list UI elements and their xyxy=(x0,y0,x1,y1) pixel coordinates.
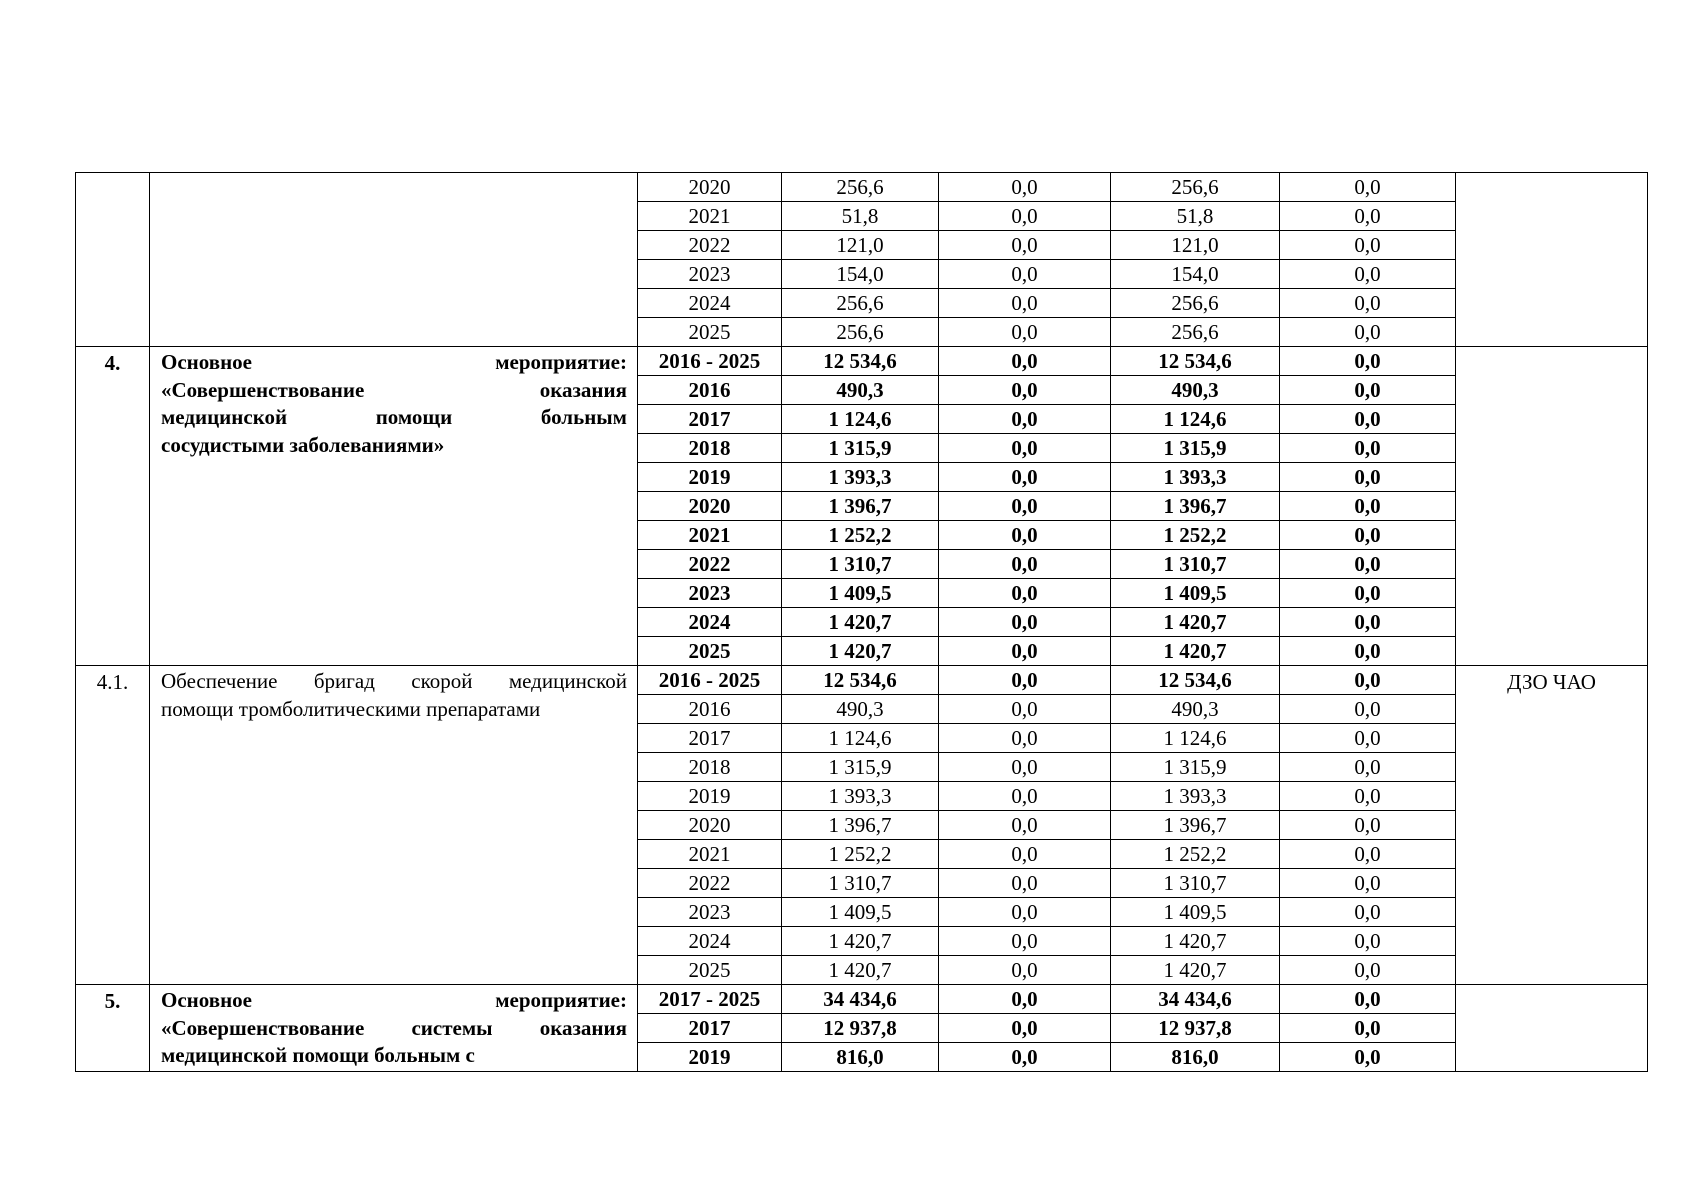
okrug-cell: 490,3 xyxy=(1111,376,1280,405)
other-cell: 0,0 xyxy=(1280,173,1456,202)
period-cell: 2022 xyxy=(638,869,782,898)
total-cell: 1 124,6 xyxy=(782,724,939,753)
total-cell: 1 393,3 xyxy=(782,463,939,492)
period-cell: 2021 xyxy=(638,840,782,869)
measure-name-line: Основное мероприятие: xyxy=(161,350,627,374)
other-cell: 0,0 xyxy=(1280,434,1456,463)
total-cell: 816,0 xyxy=(782,1043,939,1072)
okrug-cell: 1 252,2 xyxy=(1111,840,1280,869)
other-cell: 0,0 xyxy=(1280,492,1456,521)
other-cell: 0,0 xyxy=(1280,898,1456,927)
okrug-cell: 1 310,7 xyxy=(1111,869,1280,898)
okrug-cell: 490,3 xyxy=(1111,695,1280,724)
federal-cell: 0,0 xyxy=(939,347,1111,376)
period-cell: 2019 xyxy=(638,463,782,492)
other-cell: 0,0 xyxy=(1280,521,1456,550)
okrug-cell: 51,8 xyxy=(1111,202,1280,231)
okrug-cell: 256,6 xyxy=(1111,173,1280,202)
executor-cell xyxy=(1456,985,1648,1072)
total-cell: 12 534,6 xyxy=(782,347,939,376)
federal-cell: 0,0 xyxy=(939,231,1111,260)
federal-cell: 0,0 xyxy=(939,753,1111,782)
total-cell: 1 396,7 xyxy=(782,811,939,840)
measure-name-line: Обеспечение бригад скорой медицинской xyxy=(161,669,627,693)
federal-cell: 0,0 xyxy=(939,202,1111,231)
okrug-cell: 1 315,9 xyxy=(1111,753,1280,782)
federal-cell: 0,0 xyxy=(939,1014,1111,1043)
federal-cell: 0,0 xyxy=(939,637,1111,666)
total-cell: 34 434,6 xyxy=(782,985,939,1014)
period-cell: 2023 xyxy=(638,898,782,927)
measure-name-line: помощи тромболитическими препаратами xyxy=(161,696,541,721)
federal-cell: 0,0 xyxy=(939,927,1111,956)
total-cell: 1 310,7 xyxy=(782,550,939,579)
number-cell: 4. xyxy=(76,347,150,666)
total-cell: 51,8 xyxy=(782,202,939,231)
other-cell: 0,0 xyxy=(1280,869,1456,898)
period-cell: 2022 xyxy=(638,231,782,260)
other-cell: 0,0 xyxy=(1280,608,1456,637)
other-cell: 0,0 xyxy=(1280,840,1456,869)
other-cell: 0,0 xyxy=(1280,782,1456,811)
period-cell: 2024 xyxy=(638,927,782,956)
federal-cell: 0,0 xyxy=(939,840,1111,869)
measure-name-line: медицинской помощи больным с xyxy=(161,1043,475,1067)
total-cell: 1 396,7 xyxy=(782,492,939,521)
okrug-cell: 1 420,7 xyxy=(1111,637,1280,666)
federal-cell: 0,0 xyxy=(939,289,1111,318)
other-cell: 0,0 xyxy=(1280,666,1456,695)
budget-table xyxy=(75,172,1648,1072)
federal-cell: 0,0 xyxy=(939,811,1111,840)
measure-name-line: «Совершенствование системы оказания xyxy=(161,1015,627,1040)
total-cell: 256,6 xyxy=(782,318,939,347)
total-cell: 1 409,5 xyxy=(782,579,939,608)
okrug-cell: 1 420,7 xyxy=(1111,608,1280,637)
other-cell: 0,0 xyxy=(1280,927,1456,956)
measure-name xyxy=(150,347,638,666)
federal-cell: 0,0 xyxy=(939,550,1111,579)
measure-name xyxy=(150,985,638,1072)
other-cell: 0,0 xyxy=(1280,231,1456,260)
executor-cell: ДЗО ЧАО xyxy=(1456,666,1648,985)
total-cell: 1 420,7 xyxy=(782,927,939,956)
federal-cell: 0,0 xyxy=(939,666,1111,695)
federal-cell: 0,0 xyxy=(939,782,1111,811)
total-cell: 1 315,9 xyxy=(782,753,939,782)
federal-cell: 0,0 xyxy=(939,318,1111,347)
okrug-cell: 12 937,8 xyxy=(1111,1014,1280,1043)
total-cell: 1 252,2 xyxy=(782,840,939,869)
other-cell: 0,0 xyxy=(1280,956,1456,985)
federal-cell: 0,0 xyxy=(939,579,1111,608)
total-cell: 1 252,2 xyxy=(782,521,939,550)
okrug-cell: 256,6 xyxy=(1111,318,1280,347)
other-cell: 0,0 xyxy=(1280,1014,1456,1043)
period-cell: 2017 xyxy=(638,724,782,753)
period-cell: 2023 xyxy=(638,260,782,289)
federal-cell: 0,0 xyxy=(939,956,1111,985)
other-cell: 0,0 xyxy=(1280,550,1456,579)
okrug-cell: 1 396,7 xyxy=(1111,492,1280,521)
period-cell: 2023 xyxy=(638,579,782,608)
number-cell: 5. xyxy=(76,985,150,1072)
other-cell: 0,0 xyxy=(1280,1043,1456,1072)
other-cell: 0,0 xyxy=(1280,260,1456,289)
total-cell: 12 937,8 xyxy=(782,1014,939,1043)
okrug-cell: 1 396,7 xyxy=(1111,811,1280,840)
period-cell: 2017 - 2025 xyxy=(638,985,782,1014)
total-cell: 490,3 xyxy=(782,376,939,405)
federal-cell: 0,0 xyxy=(939,434,1111,463)
table-row xyxy=(76,666,1648,695)
total-cell: 154,0 xyxy=(782,260,939,289)
okrug-cell: 1 409,5 xyxy=(1111,898,1280,927)
other-cell: 0,0 xyxy=(1280,376,1456,405)
other-cell: 0,0 xyxy=(1280,405,1456,434)
other-cell: 0,0 xyxy=(1280,637,1456,666)
federal-cell: 0,0 xyxy=(939,695,1111,724)
total-cell: 256,6 xyxy=(782,289,939,318)
table-row xyxy=(76,985,1648,1014)
measure-name-line: медицинской помощи больным xyxy=(161,405,627,429)
okrug-cell: 816,0 xyxy=(1111,1043,1280,1072)
period-cell: 2016 xyxy=(638,376,782,405)
other-cell: 0,0 xyxy=(1280,202,1456,231)
okrug-cell: 154,0 xyxy=(1111,260,1280,289)
federal-cell: 0,0 xyxy=(939,521,1111,550)
period-cell: 2020 xyxy=(638,811,782,840)
table-row xyxy=(76,173,1648,202)
executor-cell xyxy=(1456,173,1648,347)
okrug-cell: 1 124,6 xyxy=(1111,405,1280,434)
okrug-cell: 1 393,3 xyxy=(1111,463,1280,492)
period-cell: 2016 - 2025 xyxy=(638,347,782,376)
other-cell: 0,0 xyxy=(1280,463,1456,492)
table-row xyxy=(76,347,1648,376)
period-cell: 2025 xyxy=(638,318,782,347)
period-cell: 2018 xyxy=(638,753,782,782)
period-cell: 2024 xyxy=(638,608,782,637)
federal-cell: 0,0 xyxy=(939,173,1111,202)
measure-name-line: «Совершенствование оказания xyxy=(161,377,627,402)
period-cell: 2020 xyxy=(638,492,782,521)
measure-name-line: сосудистыми заболеваниями» xyxy=(161,432,445,457)
executor-cell xyxy=(1456,347,1648,666)
federal-cell: 0,0 xyxy=(939,724,1111,753)
okrug-cell: 1 409,5 xyxy=(1111,579,1280,608)
total-cell: 1 124,6 xyxy=(782,405,939,434)
federal-cell: 0,0 xyxy=(939,405,1111,434)
total-cell: 121,0 xyxy=(782,231,939,260)
okrug-cell: 1 310,7 xyxy=(1111,550,1280,579)
period-cell: 2021 xyxy=(638,521,782,550)
number-cell xyxy=(76,173,150,347)
federal-cell: 0,0 xyxy=(939,898,1111,927)
federal-cell: 0,0 xyxy=(939,608,1111,637)
federal-cell: 0,0 xyxy=(939,985,1111,1014)
period-cell: 2019 xyxy=(638,1043,782,1072)
federal-cell: 0,0 xyxy=(939,463,1111,492)
measure-name xyxy=(150,173,638,347)
federal-cell: 0,0 xyxy=(939,1043,1111,1072)
period-cell: 2016 xyxy=(638,695,782,724)
period-cell: 2017 xyxy=(638,405,782,434)
table-body xyxy=(76,173,1648,1072)
other-cell: 0,0 xyxy=(1280,579,1456,608)
other-cell: 0,0 xyxy=(1280,811,1456,840)
okrug-cell: 1 420,7 xyxy=(1111,956,1280,985)
federal-cell: 0,0 xyxy=(939,260,1111,289)
total-cell: 12 534,6 xyxy=(782,666,939,695)
okrug-cell: 1 393,3 xyxy=(1111,782,1280,811)
total-cell: 1 420,7 xyxy=(782,637,939,666)
other-cell: 0,0 xyxy=(1280,289,1456,318)
federal-cell: 0,0 xyxy=(939,376,1111,405)
period-cell: 2021 xyxy=(638,202,782,231)
period-cell: 2025 xyxy=(638,956,782,985)
other-cell: 0,0 xyxy=(1280,347,1456,376)
other-cell: 0,0 xyxy=(1280,985,1456,1014)
number-cell: 4.1. xyxy=(76,666,150,985)
period-cell: 2019 xyxy=(638,782,782,811)
other-cell: 0,0 xyxy=(1280,695,1456,724)
total-cell: 1 393,3 xyxy=(782,782,939,811)
okrug-cell: 121,0 xyxy=(1111,231,1280,260)
total-cell: 1 409,5 xyxy=(782,898,939,927)
period-cell: 2017 xyxy=(638,1014,782,1043)
other-cell: 0,0 xyxy=(1280,753,1456,782)
period-cell: 2020 xyxy=(638,173,782,202)
total-cell: 1 310,7 xyxy=(782,869,939,898)
okrug-cell: 12 534,6 xyxy=(1111,347,1280,376)
okrug-cell: 34 434,6 xyxy=(1111,985,1280,1014)
period-cell: 2022 xyxy=(638,550,782,579)
okrug-cell: 1 252,2 xyxy=(1111,521,1280,550)
other-cell: 0,0 xyxy=(1280,318,1456,347)
total-cell: 490,3 xyxy=(782,695,939,724)
total-cell: 1 420,7 xyxy=(782,608,939,637)
okrug-cell: 1 315,9 xyxy=(1111,434,1280,463)
federal-cell: 0,0 xyxy=(939,869,1111,898)
total-cell: 1 315,9 xyxy=(782,434,939,463)
total-cell: 256,6 xyxy=(782,173,939,202)
period-cell: 2024 xyxy=(638,289,782,318)
period-cell: 2016 - 2025 xyxy=(638,666,782,695)
period-cell: 2025 xyxy=(638,637,782,666)
federal-cell: 0,0 xyxy=(939,492,1111,521)
okrug-cell: 1 420,7 xyxy=(1111,927,1280,956)
period-cell: 2018 xyxy=(638,434,782,463)
okrug-cell: 256,6 xyxy=(1111,289,1280,318)
total-cell: 1 420,7 xyxy=(782,956,939,985)
measure-name xyxy=(150,666,638,985)
okrug-cell: 12 534,6 xyxy=(1111,666,1280,695)
other-cell: 0,0 xyxy=(1280,724,1456,753)
okrug-cell: 1 124,6 xyxy=(1111,724,1280,753)
measure-name-line: Основное мероприятие: xyxy=(161,988,627,1012)
